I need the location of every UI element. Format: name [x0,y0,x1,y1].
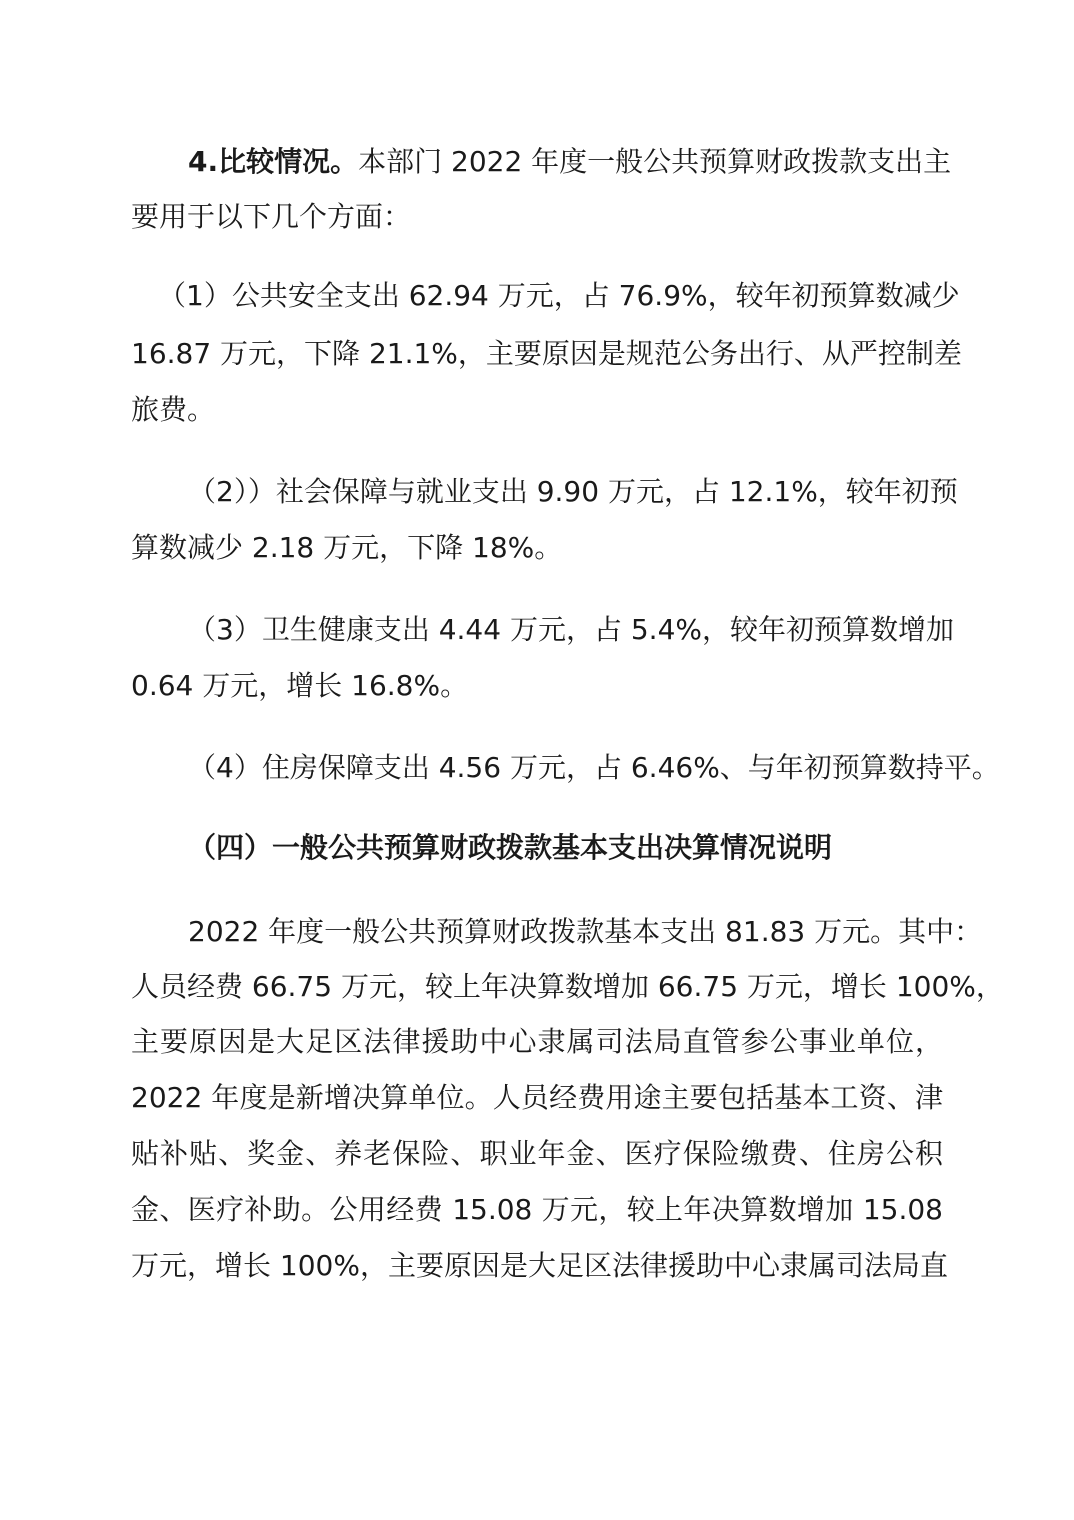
basic-expenditure-line-7: 万元，增长 100%，主要原因是大足区法律援助中心隶属司法局直 [131,1249,948,1282]
basic-expenditure-line-2: 人员经费 66.75 万元，较上年决算数增加 66.75 万元，增长 100%， [131,970,1004,1003]
item-1-line-2: 16.87 万元，下降 21.1%，主要原因是规范公务出行、从严控制差 [131,337,962,370]
item-2-line-2: 算数减少 2.18 万元，下降 18%。 [131,531,563,564]
item-1-line-3: 旅费。 [131,393,216,426]
item-1-line-1: （1）公共安全支出 62.94 万元，占 76.9%，较年初预算数减少 [158,279,960,312]
section-heading: （四）一般公共预算财政拨款基本支出决算情况说明 [188,831,833,864]
item-3-line-2: 0.64 万元，增长 16.8%。 [131,669,469,702]
paragraph-comparison-line-1 [188,142,952,182]
item-3-line-1: （3）卫生健康支出 4.44 万元，占 5.4%，较年初预算数增加 [188,613,954,646]
comparison-lead: 4.比较情况。 [188,145,359,178]
basic-expenditure-line-1: 2022 年度一般公共预算财政拨款基本支出 81.83 万元。其中： [188,915,983,948]
basic-expenditure-line-3: 主要原因是大足区法律援助中心隶属司法局直管参公事业单位， [131,1025,943,1058]
item-2-line-1: （2））社会保障与就业支出 9.90 万元，占 12.1%，较年初预 [188,475,958,508]
basic-expenditure-line-5: 贴补贴、奖金、养老保险、职业年金、医疗保险缴费、住房公积 [131,1137,943,1170]
basic-expenditure-line-6: 金、医疗补助。公用经费 15.08 万元，较上年决算数增加 15.08 [131,1193,943,1226]
paragraph-comparison-line-2: 要用于以下几个方面： [131,200,412,233]
basic-expenditure-line-4: 2022 年度是新增决算单位。人员经费用途主要包括基本工资、津 [131,1081,943,1114]
item-4-line-1: （4）住房保障支出 4.56 万元，占 6.46%、与年初预算数持平。 [188,751,1000,784]
comparison-line-1-rest: 本部门 2022 年度一般公共预算财政拨款支出主 [358,145,952,178]
